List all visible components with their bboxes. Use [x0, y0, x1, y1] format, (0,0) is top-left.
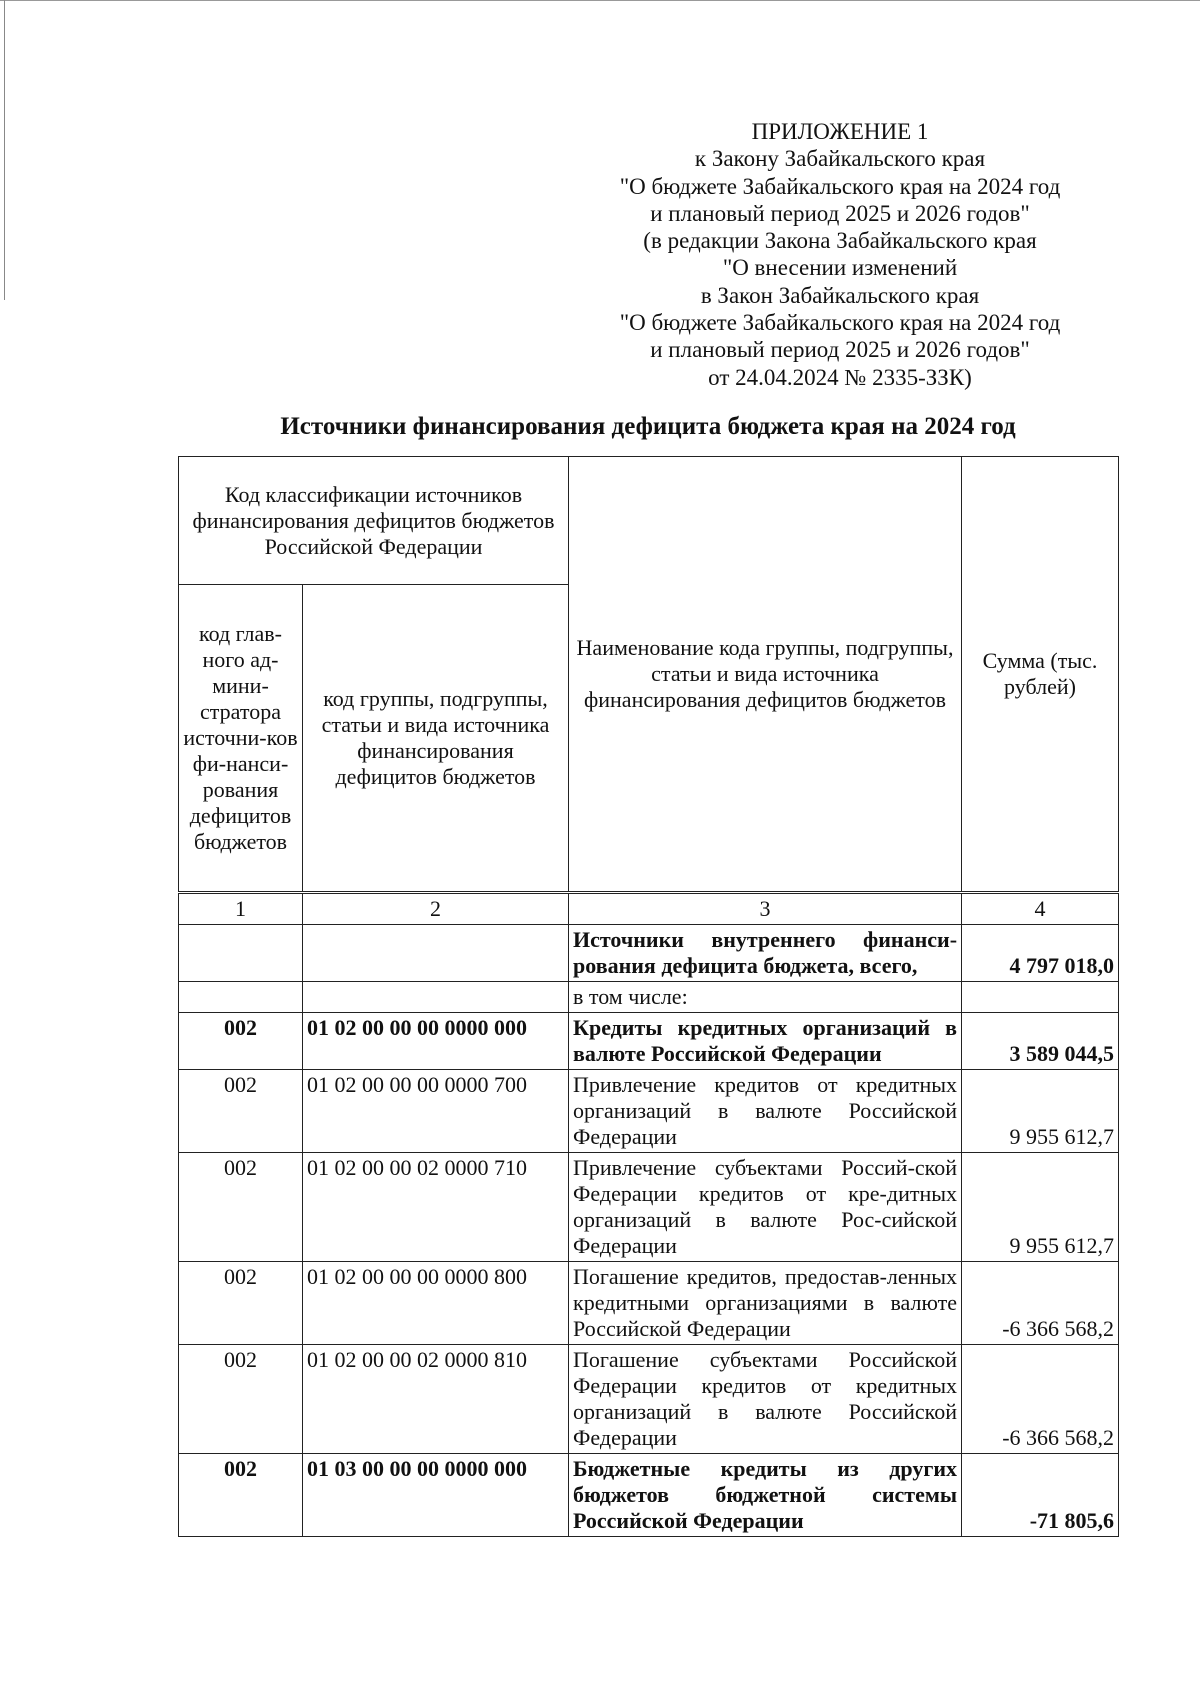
cell-name: Привлечение кредитов от кредитных организаций в валюте Российской Федерации [569, 1070, 962, 1153]
scan-edge-top [0, 0, 1200, 1]
cell-sum: 3 589 044,5 [962, 1013, 1119, 1070]
cell-code: 01 02 00 00 02 0000 710 [303, 1153, 569, 1262]
header-group-code: код группы, подгруппы, статьи и вида источника финансирования дефицитов бюджетов [303, 585, 569, 893]
document-title: Источники финансирования дефицита бюджета края на 2024 год [280, 413, 1016, 440]
table-row [179, 1013, 1119, 1070]
column-number: 2 [303, 893, 569, 925]
cell-sum: 9 955 612,7 [962, 1070, 1119, 1153]
cell-sum: -71 805,6 [962, 1454, 1119, 1537]
cell-code [303, 982, 569, 1013]
cell-code [303, 925, 569, 982]
table-row [179, 1070, 1119, 1153]
appendix-line: в Закон Забайкальского края [700, 282, 980, 308]
cell-name: Погашение кредитов, предостав-ленных кредитными организациями в валюте Российской Федерации [569, 1262, 962, 1345]
appendix-line: "О бюджете Забайкальского края на 2024 год [619, 310, 1061, 336]
appendix-line: от 24.04.2024 № 2335-ЗЗК) [708, 364, 972, 390]
cell-sum: 9 955 612,7 [962, 1153, 1119, 1262]
cell-code: 01 02 00 00 00 0000 800 [303, 1262, 569, 1345]
cell-admin: 002 [179, 1262, 303, 1345]
cell-name: Бюджетные кредиты из других бюджетов бюджетной системы Российской Федерации [569, 1454, 962, 1537]
header-admin-code: код глав-ного ад-мини-стратора источни-ков фи-нанси-рования дефицитов бюджетов [179, 585, 303, 893]
cell-admin [179, 982, 303, 1013]
cell-sum: -6 366 568,2 [962, 1262, 1119, 1345]
table-row [179, 1262, 1119, 1345]
financing-sources-table [178, 456, 1119, 1537]
cell-sum [962, 982, 1119, 1013]
appendix-line: "О внесении изменений [722, 255, 958, 281]
cell-admin [179, 925, 303, 982]
column-number: 3 [569, 893, 962, 925]
cell-name: Источники внутреннего финанси-рования дефицита бюджета, всего, [569, 925, 962, 982]
table-row [179, 1454, 1119, 1537]
cell-admin: 002 [179, 1070, 303, 1153]
appendix-line: (в редакции Закона Забайкальского края [643, 228, 1037, 254]
table-row [179, 1345, 1119, 1454]
appendix-line: ПРИЛОЖЕНИЕ 1 [751, 119, 929, 144]
header-classification-code: Код классификации источников финансирования дефицитов бюджетов Российской Федерации [179, 457, 569, 585]
cell-sum: -6 366 568,2 [962, 1345, 1119, 1454]
table-row [179, 982, 1119, 1013]
cell-code: 01 03 00 00 00 0000 000 [303, 1454, 569, 1537]
appendix-line: к Закону Забайкальского края [694, 146, 986, 172]
appendix-header [560, 118, 1120, 391]
cell-sum: 4 797 018,0 [962, 925, 1119, 982]
appendix-line: "О бюджете Забайкальского края на 2024 год [619, 173, 1061, 199]
scan-edge-left [4, 0, 5, 300]
header-sum: Сумма (тыс. рублей) [962, 457, 1119, 893]
cell-name: в том числе: [569, 982, 962, 1013]
cell-admin: 002 [179, 1454, 303, 1537]
column-number: 1 [179, 893, 303, 925]
cell-admin: 002 [179, 1345, 303, 1454]
appendix-line: и плановый период 2025 и 2026 годов" [650, 200, 1030, 226]
cell-name: Привлечение субъектами Россий-ской Федерации кредитов от кре-дитных организаций в валюте Рос-сийской Федерации [569, 1153, 962, 1262]
cell-admin: 002 [179, 1013, 303, 1070]
column-number: 4 [962, 893, 1119, 925]
table-row [179, 1153, 1119, 1262]
cell-code: 01 02 00 00 02 0000 810 [303, 1345, 569, 1454]
cell-name: Кредиты кредитных организаций в валюте Российской Федерации [569, 1013, 962, 1070]
cell-name: Погашение субъектами Российской Федерации кредитов от кредитных организаций в валюте Российской Федерации [569, 1345, 962, 1454]
cell-admin: 002 [179, 1153, 303, 1262]
cell-code: 01 02 00 00 00 0000 000 [303, 1013, 569, 1070]
cell-code: 01 02 00 00 00 0000 700 [303, 1070, 569, 1153]
appendix-line: и плановый период 2025 и 2026 годов" [650, 337, 1030, 363]
header-name: Наименование кода группы, подгруппы, статьи и вида источника финансирования дефицитов бюджетов [569, 457, 962, 893]
table-row [179, 925, 1119, 982]
